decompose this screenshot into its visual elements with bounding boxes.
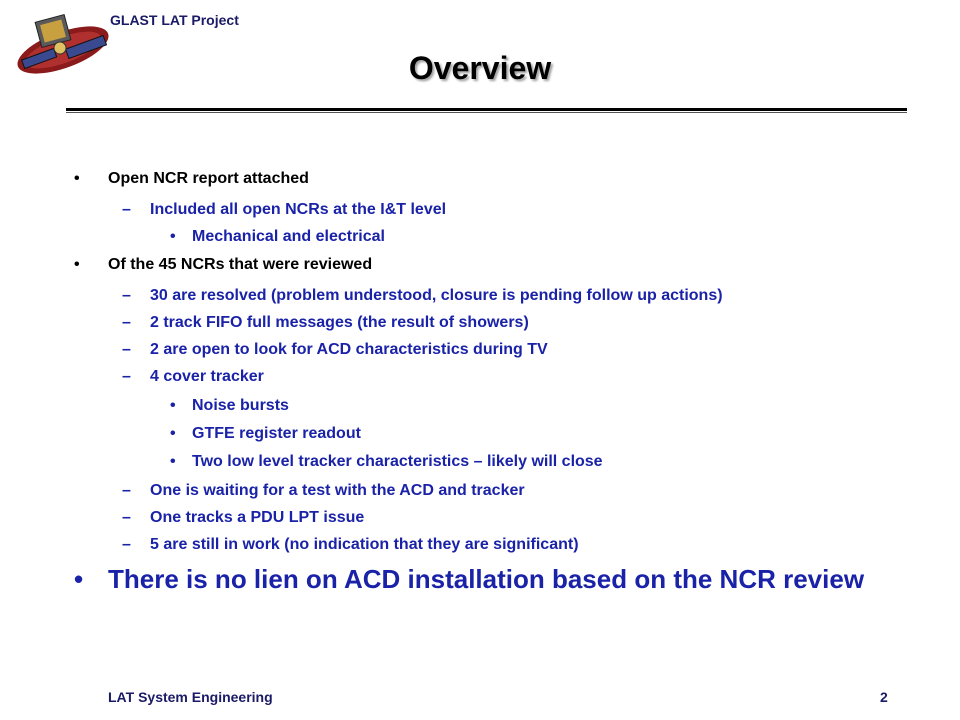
dash-marker: – [122,201,131,218]
bullet-level-2 [122,368,264,386]
bullet-level-2 [122,536,579,554]
slide-title: Overview [408,50,552,86]
bullet-level-2 [122,482,525,500]
bullet-level-2 [122,287,723,305]
bullet-level-2 [122,341,548,359]
dash-marker: – [122,482,131,499]
bullet-text: 2 track FIFO full messages (the result of showers) [150,314,529,331]
bullet-marker: • [74,256,80,273]
conclusion-bullet [74,563,948,596]
project-name: GLAST LAT Project [110,12,239,28]
bullet-level-3 [170,397,289,415]
footer-department: LAT System Engineering [108,689,273,705]
bullet-marker: • [74,170,80,187]
bullet-text: One is waiting for a test with the ACD and tracker [150,482,525,499]
bullet-text: 5 are still in work (no indication that they are significant) [150,536,579,553]
bullet-text: Noise bursts [192,397,289,414]
bullet-text: Two low level tracker characteristics – likely will close [192,453,603,470]
bullet-text: Open NCR report attached [108,170,309,187]
bullet-text: Included all open NCRs at the I&T level [150,201,447,218]
page-number: 2 [880,689,888,705]
dash-marker: – [122,536,131,553]
bullet-marker: • [170,397,176,414]
bullet-level-3 [170,425,361,443]
bullet-text: Mechanical and electrical [192,228,385,245]
dash-marker: – [122,341,131,358]
bullet-level-3 [170,453,603,471]
bullet-marker: • [170,425,176,442]
bullet-text: 30 are resolved (problem understood, closure is pending follow up actions) [150,287,723,304]
bullet-text: GTFE register readout [192,425,361,442]
bullet-marker: • [74,564,84,594]
dash-marker: – [122,509,131,526]
bullet-text: 2 are open to look for ACD characteristics during TV [150,341,548,358]
dash-marker: – [122,287,131,304]
conclusion-text: There is no lien on ACD installation based on the NCR review [108,564,865,594]
bullet-level-2 [122,509,365,527]
bullet-marker: • [170,453,176,470]
dash-marker: – [122,368,131,385]
bullet-level-2 [122,201,447,219]
bullet-level-1 [74,256,373,274]
bullet-level-1 [74,170,309,188]
bullet-text: Of the 45 NCRs that were reviewed [108,256,373,273]
dash-marker: – [122,314,131,331]
bullet-text: 4 cover tracker [150,368,264,385]
bullet-text: One tracks a PDU LPT issue [150,509,365,526]
bullet-marker: • [170,228,176,245]
bullet-level-2 [122,314,529,332]
bullet-level-3 [170,228,385,246]
